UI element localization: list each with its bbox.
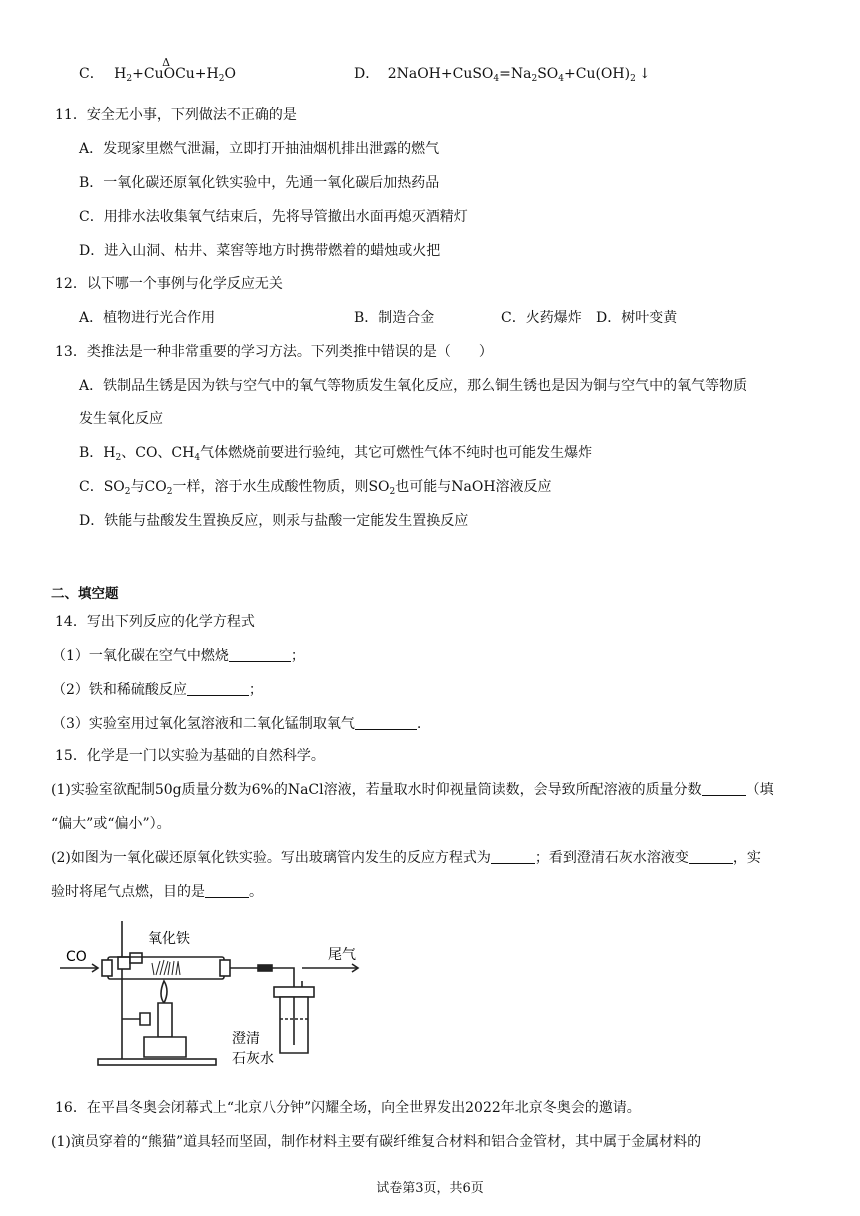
q10-option-c: C． $H_2+CuO$ Δ $Cu+H_2O$ bbox=[79, 56, 236, 84]
q12-option-a: A．植物进行光合作用 bbox=[79, 310, 216, 326]
section-title: 二、填空题 bbox=[51, 586, 119, 602]
answer-blank[interactable] bbox=[187, 681, 249, 696]
q15-part2-line1: (2)如图为一氧化碳还原氧化铁实验。写出玻璃管内发生的反应方程式为 ；看到澄清石灰水溶液变 ，实 bbox=[51, 850, 761, 866]
flame bbox=[161, 981, 167, 1003]
q14-item-1: （1）一氧化碳在空气中燃烧 ； bbox=[52, 648, 305, 664]
clamp bbox=[130, 953, 142, 963]
q12-option-b: B．制造合金 bbox=[354, 310, 435, 326]
q15-part1-line1: (1)实验室欲配制50g质量分数为6%的NaCl溶液，若量取水时仰视量筒读数，会导致所配溶液的质量分数 （填 bbox=[51, 782, 774, 798]
q14-stem: 14．写出下列反应的化学方程式 bbox=[55, 614, 255, 630]
answer-blank[interactable] bbox=[205, 883, 249, 898]
q15-stem: 15．化学是一门以实验为基础的自然科学。 bbox=[55, 748, 325, 764]
q12-option-c: C．火药爆炸 bbox=[501, 310, 582, 326]
answer-blank[interactable] bbox=[702, 781, 746, 796]
q13-option-b: B．$H_2$、CO、$CH_4$气体燃烧前要进行验纯，其它可燃性气体不纯时也可能发生爆炸 bbox=[79, 445, 593, 463]
label-limewater-2: 石灰水 bbox=[232, 1051, 274, 1067]
co-reduction-apparatus-figure bbox=[58, 913, 378, 1073]
q13-option-a-line1: A．铁制品生锈是因为铁与空气中的氧气等物质发生氧化反应，那么铜生锈也是因为铜与空气中的氧气等物质 bbox=[79, 378, 748, 394]
label-tail-gas: 尾气 bbox=[328, 947, 356, 963]
q13-stem: 13．类推法是一种非常重要的学习方法。下列类推中错误的是（ ） bbox=[55, 344, 493, 360]
q16-part1: (1)演员穿着的“熊猫”道具轻而坚固，制作材料主要有碳纤维复合材料和铝合金管材，其中属于金属材料的 bbox=[51, 1134, 702, 1150]
q15-part1-line2: “偏大”或“偏小”）。 bbox=[51, 816, 171, 832]
label-limewater-1: 澄清 bbox=[232, 1031, 260, 1047]
q13-option-d: D．铁能与盐酸发生置换反应，则汞与盐酸一定能发生置换反应 bbox=[79, 513, 469, 529]
q14-item-2: （2）铁和稀硫酸反应 ； bbox=[52, 682, 263, 698]
label-co: CO bbox=[66, 949, 87, 965]
q13-option-a-line2: 发生氧化反应 bbox=[79, 411, 163, 427]
alcohol-burner bbox=[144, 1037, 186, 1057]
q11-stem: 11．安全无小事，下列做法不正确的是 bbox=[55, 107, 297, 123]
answer-blank[interactable] bbox=[689, 849, 733, 864]
q16-stem: 16．在平昌冬奥会闭幕式上“北京八分钟”闪耀全场，向全世界发出2022年北京冬奥会的邀请。 bbox=[55, 1100, 641, 1116]
page-footer: 试卷第3页，共6页 bbox=[376, 1181, 484, 1196]
answer-blank[interactable] bbox=[355, 715, 417, 730]
q11-option-a: A．发现家里燃气泄漏，立即打开抽油烟机排出泄露的燃气 bbox=[79, 141, 440, 157]
q13-option-c: C．$SO_2$与$CO_2$一样，溶于水生成酸性物质，则$SO_2$也可能与NaOH溶液反应 bbox=[79, 479, 552, 497]
q10-option-d: D． $2NaOH+CuSO_4=Na_2SO_4+Cu(OH)_2$ ↓ bbox=[354, 66, 651, 84]
q11-option-d: D．进入山洞、枯井、菜窖等地方时携带燃着的蜡烛或火把 bbox=[79, 243, 441, 259]
iron-oxide-powder bbox=[152, 960, 180, 975]
answer-blank[interactable] bbox=[229, 647, 291, 662]
q14-item-3: （3）实验室用过氧化氢溶液和二氧化锰制取氧气 . bbox=[52, 716, 422, 732]
q12-stem: 12．以下哪一个事例与化学反应无关 bbox=[55, 276, 283, 292]
alcohol-burner-neck bbox=[158, 1003, 172, 1037]
label-iron-oxide: 氧化铁 bbox=[148, 931, 190, 947]
answer-blank[interactable] bbox=[491, 849, 535, 864]
stand-base bbox=[98, 1059, 216, 1065]
q12-option-d: D．树叶变黄 bbox=[596, 310, 678, 326]
q11-option-b: B．一氧化碳还原氧化铁实验中，先通一氧化碳后加热药品 bbox=[79, 175, 440, 191]
q15-part2-line2: 验时将尾气点燃，目的是 。 bbox=[51, 884, 263, 900]
tube-stopper bbox=[220, 960, 230, 976]
q11-option-c: C．用排水法收集氧气结束后，先将导管撤出水面再熄灭酒精灯 bbox=[79, 209, 468, 225]
